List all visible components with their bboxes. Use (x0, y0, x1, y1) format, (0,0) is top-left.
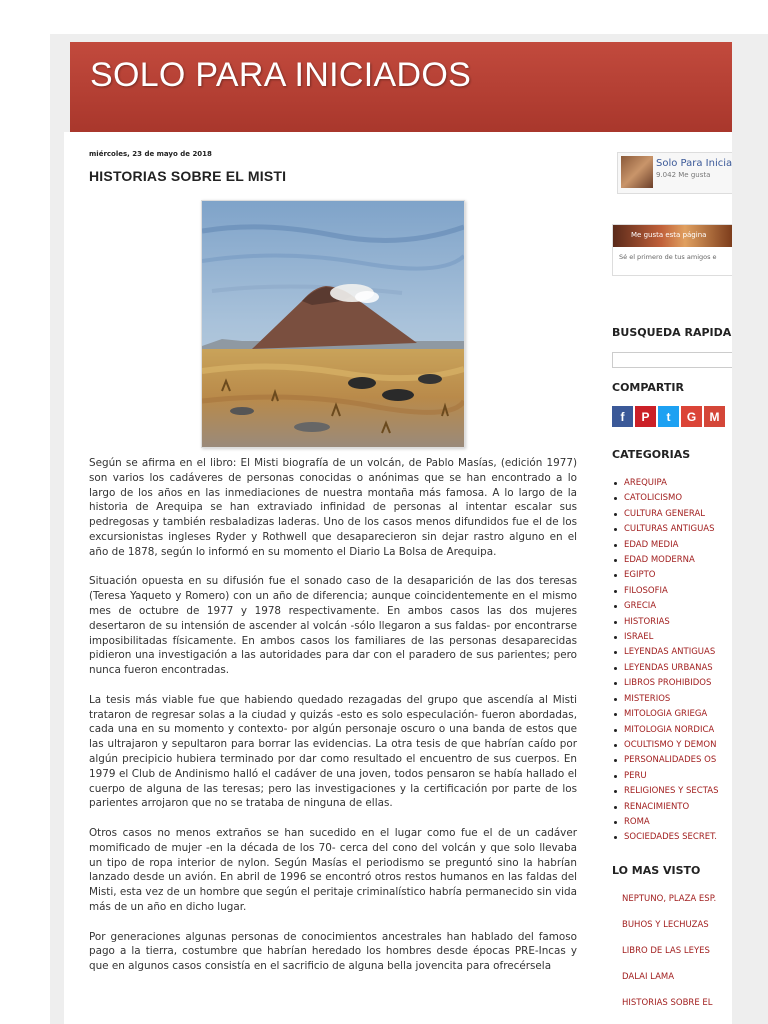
post-title[interactable]: HISTORIAS SOBRE EL MISTI (89, 168, 287, 184)
popular-post-link[interactable]: HISTORIAS SOBRE EL (622, 998, 713, 1008)
main-column (89, 150, 577, 989)
popular-post-link[interactable]: LIBRO DE LAS LEYES (622, 946, 710, 956)
category-link[interactable]: CATOLICISMO (612, 491, 718, 506)
category-link[interactable]: GRECIA (612, 599, 718, 614)
post-paragraph: Según se afirma en el libro: El Misti biografía de un volcán, de Pablo Masías, (edición 1977) son varios los cadáveres de personas conocidas o anónimas que se han encontrado a lo largo de los años en las inmediaciones de nuestra montaña más famosa. A lo largo de la historia de Arequipa se han extraviado infinidad de personas al intentar escalar sus pedregosas y también resbaladizas laderas. Uno de los casos menos difundidos fue el de los excursionistas ingleses Ryder y Rothwell que desaparecieron sin dejar rastro alguno en el año de 1878, según lo informó en su momento el Diario La Bolsa de Arequipa. (89, 457, 577, 558)
category-link[interactable]: EDAD MEDIA (612, 538, 718, 553)
category-link[interactable]: ROMA (612, 815, 718, 830)
category-link[interactable]: EDAD MODERNA (612, 553, 718, 568)
category-link[interactable]: LEYENDAS ANTIGUAS (612, 645, 718, 660)
share-buttons (612, 406, 725, 427)
popular-post-link[interactable]: DALAI LAMA (622, 972, 675, 982)
category-link[interactable]: CULTURA GENERAL (612, 507, 718, 522)
post-date: miércoles, 23 de mayo de 2018 (89, 150, 212, 158)
category-link[interactable]: SOCIEDADES SECRET. (612, 830, 718, 845)
category-link[interactable]: OCULTISMO Y DEMON (612, 738, 718, 753)
post-body (89, 456, 577, 974)
post-paragraph: La tesis más viable fue que habiendo quedado rezagadas del grupo que ascendía al Misti trataron de regresar solas a la ciudad y quizás -esto es solo especulación- fueron abordadas, cada una en su momento y contexto- por algún personaje oscuro o una banda de estos que las ultrajaron y sepultaron para borrar las evidencias. La otra tesis de que habrían caído por algún precipicio hubiera terminado por dar como resultado el encuentro de sus cuerpos. En 1979 el Club de Andinismo halló el cadáver de una joven, todos pensaron se había hallado el cuerpo de alguna de las teresas; pero las investigaciones y la certificación por parte de los parientes arrojaron que no se trataba de ninguna de ellas. (89, 693, 577, 810)
facebook-share-icon[interactable]: f (612, 406, 633, 427)
category-link[interactable]: PERU (612, 769, 718, 784)
google-share-icon[interactable]: G (681, 406, 702, 427)
facebook-page-widget[interactable] (617, 152, 732, 194)
categories-list (612, 476, 718, 846)
category-link[interactable]: MITOLOGIA NORDICA (612, 723, 718, 738)
content-area (64, 132, 732, 1024)
popular-posts-list (622, 894, 716, 1024)
post-paragraph: Por generaciones algunas personas de conocimientos ancestrales han hablado del famoso pago a la tierra, costumbre que habrían heredado los hombres desde épocas PRE-Incas y que en algunos casos consistía en el sacrificio de alguna bella jovencita para ofrecérsela (89, 930, 577, 973)
category-link[interactable]: EGIPTO (612, 568, 718, 583)
gmail-share-icon[interactable]: M (704, 406, 725, 427)
popular-post-link[interactable]: NEPTUNO, PLAZA ESP. (622, 894, 717, 904)
facebook-like-box (612, 224, 732, 276)
category-link[interactable]: RENACIMIENTO (612, 800, 718, 815)
facebook-page-thumbnail[interactable] (621, 156, 653, 188)
category-link[interactable]: AREQUIPA (612, 476, 718, 491)
facebook-friends-text: Sé el primero de tus amigos e (619, 253, 717, 261)
volcano-painting (202, 201, 464, 447)
category-link[interactable]: ISRAEL (612, 630, 718, 645)
category-link[interactable]: HISTORIAS (612, 615, 718, 630)
post-paragraph: Otros casos no menos extraños se han sucedido en el lugar como fue el de un cadáver momificado de mujer -en la década de los 70- cerca del cono del volcán y que solo llevaba un tipo de ropa interior de nylon. Según Masías el periodismo se preguntó sino la habrían lanzado desde un avión. En abril de 1996 se encontró otros restos humanos en las faldas del Misti, esta vez de un hombre que según el peritaje criminalístico habría permanecido sin vida más de un año en dicho lugar. (89, 826, 577, 913)
share-heading: COMPARTIR (612, 381, 684, 394)
blog-title[interactable]: SOLO PARA INICIADOS (90, 56, 472, 94)
blog-header (70, 42, 732, 132)
category-link[interactable]: RELIGIONES Y SECTAS (612, 784, 718, 799)
category-link[interactable]: FILOSOFIA (612, 584, 718, 599)
category-link[interactable]: MITOLOGIA GRIEGA (612, 707, 718, 722)
categories-heading: CATEGORIAS (612, 448, 691, 461)
category-link[interactable]: CULTURAS ANTIGUAS (612, 522, 718, 537)
twitter-share-icon[interactable]: t (658, 406, 679, 427)
category-link[interactable]: LIBROS PROHIBIDOS (612, 676, 718, 691)
search-heading: BUSQUEDA RAPIDA (612, 326, 732, 339)
post-paragraph: Situación opuesta en su difusión fue el sonado caso de la desaparición de las dos teresas (Teresa Yaqueto y Romero) con un año de diferencia; aunque coincidentemente en el mismo mes de octubre de 1977 y 1978 respectivamente. En ambos casos las dos mujeres desertaron de su intensión de ascender al volcán -sólo llegaron a sus faldas- por encontrarse imposibilitadas físicamente. En ambos casos los familiares de las personas desaparecidas pidieron una investigación a las autoridades para dar con el paradero de sus parientes; pero nunca fueron encontradas. (89, 575, 577, 677)
popular-post-link[interactable]: BUHOS Y LECHUZAS (622, 920, 709, 930)
category-link[interactable]: LEYENDAS URBANAS (612, 661, 718, 676)
facebook-cover-image (613, 225, 732, 247)
facebook-page-name[interactable]: Solo Para Inicia (656, 158, 732, 169)
post-image-volcano[interactable] (201, 200, 465, 448)
facebook-likes-count: 9.042 Me gusta (656, 171, 711, 179)
category-link[interactable]: PERSONALIDADES OS (612, 753, 718, 768)
category-link[interactable]: MISTERIOS (612, 692, 718, 707)
facebook-like-button[interactable]: Me gusta esta página (631, 231, 707, 239)
popular-heading: LO MAS VISTO (612, 864, 701, 877)
pinterest-share-icon[interactable]: P (635, 406, 656, 427)
search-input[interactable] (612, 352, 732, 368)
